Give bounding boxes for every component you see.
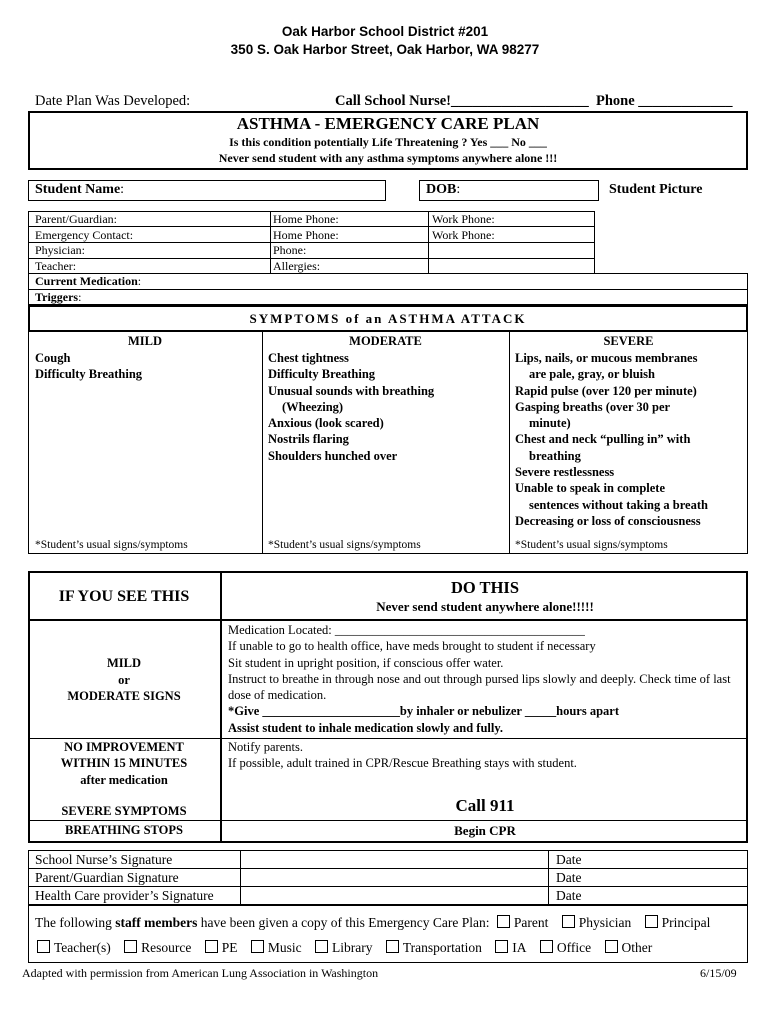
cpr-adult-stays: If possible, adult trained in CPR/Rescue Breathing stays with student. [228,756,577,771]
list-item: Anxious (look scared) [268,416,384,431]
list-item: Unusual sounds with breathing [268,383,435,398]
date-label: Date [556,852,582,867]
teacher-label: Teacher: [35,258,77,273]
phone-label: Phone: [273,243,307,257]
symptoms-title: SYMPTOMS of an ASTHMA ATTACK [249,311,527,326]
list-item: Severe restlessness [515,465,615,480]
nurse-phone: Phone _____________ [596,93,733,109]
list-item: Chest tightness [268,351,349,365]
list-item: Cough [35,351,71,365]
list-item: are pale, gray, or bluish [529,367,655,382]
do-this: DO THIS [450,578,519,597]
step-item: Sit student in upright position, if conscious offer water. [228,655,504,670]
student-name-label: Student Name [35,182,121,197]
staff-members-label: staff members [115,915,198,930]
provider-signature-field[interactable] [241,887,547,904]
pe-checkbox[interactable] [205,940,218,953]
music-checkbox[interactable] [251,940,264,953]
library-checkbox[interactable] [315,940,328,953]
list-item: (Wheezing) [282,399,344,414]
list-item: Difficulty Breathing [268,367,376,382]
resource-checkbox[interactable] [124,940,137,953]
student-picture-label: Student Picture [609,182,703,197]
list-item: Lips, nails, or mucous membranes [515,351,698,365]
list-item: minute) [529,416,571,431]
physician-label: Physician: [35,243,85,257]
call-school-nurse: Call School Nurse!___________________ [335,93,589,109]
life-threatening-question: Is this condition potentially Life Threatening ? Yes ___ No ___ [229,135,547,149]
list-item: Decreasing or loss of consciousness [515,513,701,528]
parent-checkbox[interactable] [497,915,510,928]
list-item: Difficulty Breathing [35,367,143,382]
list-item: Rapid pulse (over 120 per minute) [515,383,697,398]
footer-date: 6/15/09 [700,966,737,980]
usual-symptoms-mild: *Student’s usual signs/symptoms [35,539,188,551]
usual-symptoms-moderate: *Student’s usual signs/symptoms [268,539,421,551]
list-item: sentences without taking a breath [529,497,708,512]
after-medication-label: after medication [80,772,168,787]
mild-sign-label: MILD [106,656,142,670]
triggers-label: Triggers [35,289,79,304]
date-plan-developed: Date Plan Was Developed: [35,93,191,109]
footer-credit: Adapted with permission from American Lung Association in Washington [22,966,379,980]
severe-symptoms-label: SEVERE SYMPTOMS [61,804,187,818]
never-send-alone: Never send student anywhere alone!!!!! [376,599,594,614]
office-checkbox[interactable] [540,940,553,953]
transportation-checkbox[interactable] [386,940,399,953]
current-medication-label: Current Medication [35,274,138,288]
list-item: Chest and neck “pulling in” with [515,432,691,447]
principal-checkbox[interactable] [645,915,658,928]
no-improvement-label: NO IMPROVEMENT [64,740,184,754]
ia-checkbox[interactable] [495,940,508,953]
moderate-signs-label: MODERATE SIGNS [67,689,181,703]
teachers-checkbox[interactable] [37,940,50,953]
work-phone-label: Work Phone: [432,227,495,242]
if-you-see-this: IF YOU SEE THIS [58,588,190,605]
medication-located: Medication Located: ________________________________________ [228,623,585,637]
mild-header: MILD [127,334,163,348]
assist-student: Assist student to inhale medication slowly and fully. [228,720,504,735]
give-medication: *Give ______________________by inhaler or nebulizer _____hours apart [228,704,619,719]
home-phone-label: Home Phone: [273,227,339,242]
step-item: If unable to go to health office, have meds brought to student if necessary [228,639,596,654]
parent-guardian-signature-label: Parent/Guardian Signature [35,870,179,885]
parent-guardian-label: Parent/Guardian: [35,212,117,226]
emergency-contact-label: Emergency Contact: [35,227,134,242]
or-label: or [118,672,130,687]
work-phone-label: Work Phone: [432,212,495,226]
step-item: Instruct to breathe in through nose and out through pursed lips slowly and deeply. Check time of last dose of medication. [228,671,731,703]
call-911: Call 911 [455,796,515,815]
list-item: Nostrils flaring [268,432,349,447]
never-send-warning: Never send student with any asthma symptoms anywhere alone !!! [218,151,558,165]
date-label: Date [556,870,582,885]
list-item: breathing [529,448,581,463]
list-item: Gasping breaths (over 30 per [515,399,671,414]
district-address: 350 S. Oak Harbor Street, Oak Harbor, WA 98277 [230,42,540,57]
within-15-minutes-label: WITHIN 15 MINUTES [60,756,188,771]
district-name: Oak Harbor School District #201 [281,24,489,39]
plan-title: ASTHMA - EMERGENCY CARE PLAN [236,114,540,133]
other-checkbox[interactable] [605,940,618,953]
list-item: Unable to speak in complete [515,481,665,496]
physician-checkbox[interactable] [562,915,575,928]
usual-symptoms-severe: *Student’s usual signs/symptoms [515,539,668,551]
list-item: Shoulders hunched over [268,448,398,463]
severe-header: SEVERE [603,334,654,348]
breathing-stops-label: BREATHING STOPS [65,823,183,837]
home-phone-label: Home Phone: [273,212,339,226]
notify-parents: Notify parents. [228,740,303,754]
moderate-header: MODERATE [349,334,422,348]
allergies-label: Allergies: [273,258,321,273]
school-nurse-signature-label: School Nurse’s Signature [35,852,173,867]
parent-signature-field[interactable] [241,869,547,886]
dob-label: DOB [426,182,457,197]
health-care-provider-signature-label: Health Care provider’s Signature [35,888,214,903]
date-label: Date [556,888,582,903]
nurse-signature-field[interactable] [241,851,547,868]
begin-cpr: Begin CPR [454,823,516,838]
